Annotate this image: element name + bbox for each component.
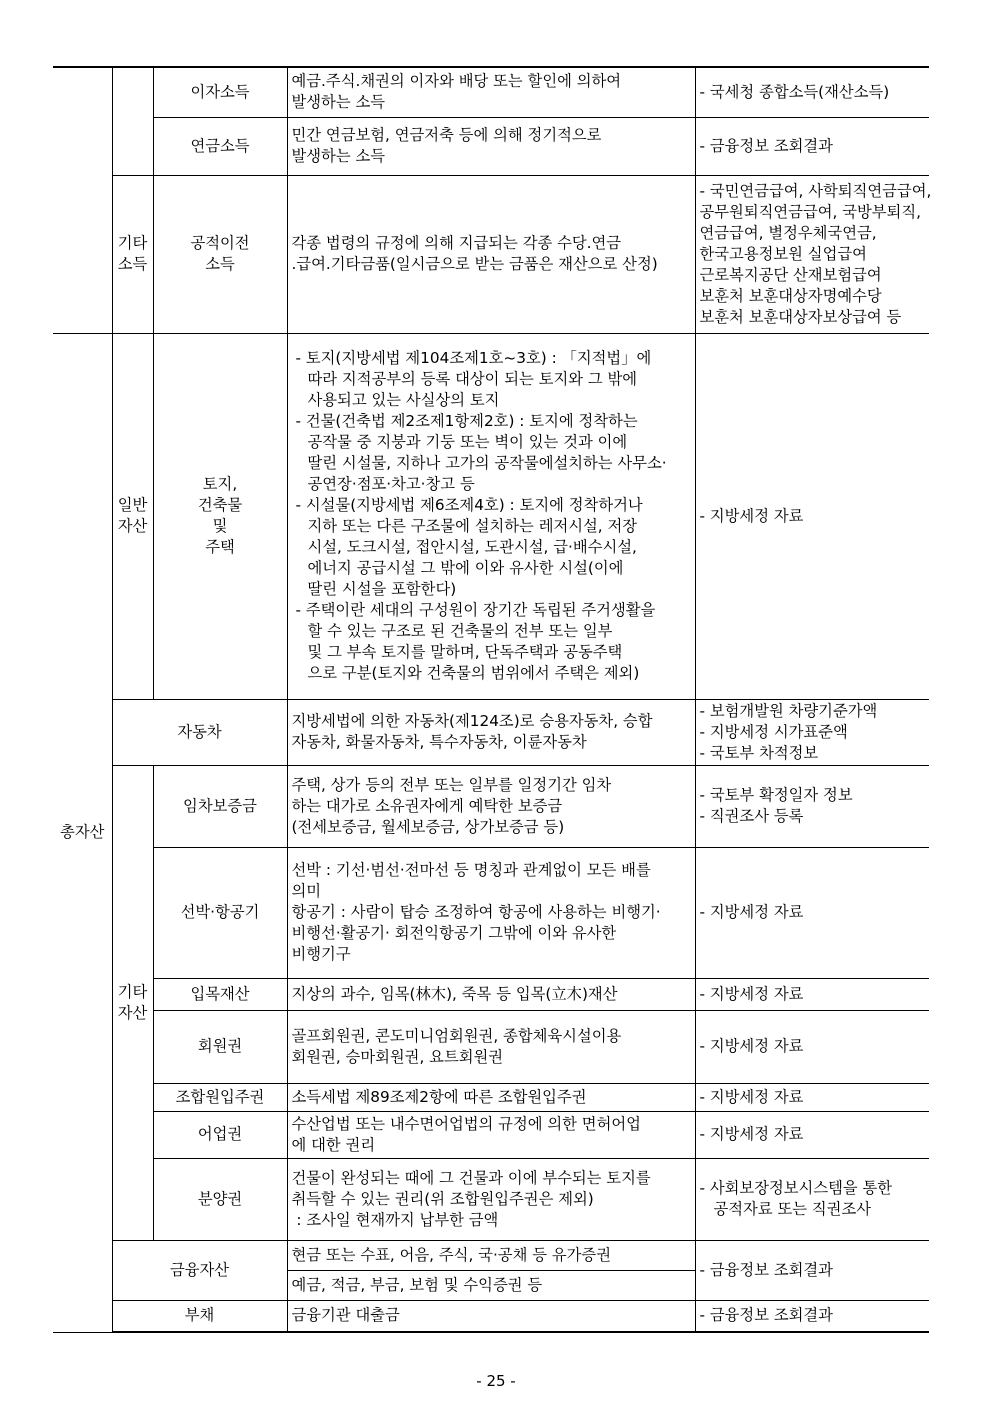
- row-label: 토지, 건축물 및 주택: [153, 333, 287, 699]
- row-label: 회원권: [153, 1010, 287, 1083]
- list-item: - 주택이란 세대의 구성원이 장기간 독립된 주거생활을 할 수 있는 구조로 된 건축물의 전부 또는 일부 및 그 부속 토지를 말하며, 단독주택과 공동주택 으로 구분(토지와 건축물의 범위에서 주택은 제외): [295, 601, 656, 682]
- row-interest-income: [53, 67, 929, 117]
- row-fishing-right: [53, 1111, 929, 1158]
- row-description: 지상의 과수, 임목(林木), 죽목 등 입목(立木)재산: [287, 978, 695, 1010]
- row-description: [287, 333, 695, 699]
- list-item: - 건물(건축법 제2조제1항제2호) : 토지에 정착하는 공작물 중 지붕과 기둥 또는 벽이 있는 것과 이에 딸린 시설물, 지하나 고가의 공작물에설치하는 사무소· 공연장·점포·차고·창고 등: [295, 412, 667, 493]
- row-description: 예금.주식.채권의 이자와 배당 또는 할인에 의하여 발생하는 소득: [287, 67, 695, 117]
- row-source: - 지방세정 자료: [695, 1083, 929, 1111]
- group-label: 기타 소득: [112, 175, 153, 333]
- row-label: 어업권: [153, 1111, 287, 1158]
- row-public-transfer-income: [53, 175, 929, 333]
- row-label: 연금소득: [153, 117, 287, 175]
- row-label: 이자소득: [153, 67, 287, 117]
- row-description: 주택, 상가 등의 전부 또는 일부를 일정기간 임차 하는 대가로 소유권자에게 예탁한 보증금 (전세보증금, 월세보증금, 상가보증금 등): [287, 765, 695, 847]
- row-source: - 지방세정 자료: [695, 333, 929, 699]
- row-source: - 지방세정 자료: [695, 978, 929, 1010]
- row-general-assets: [53, 333, 929, 699]
- row-description: 골프회원권, 콘도미니엄회원권, 종합체육시설이용 회원권, 승마회원권, 요트회원권: [287, 1010, 695, 1083]
- row-financial-assets: [53, 1240, 929, 1270]
- row-source: - 지방세정 자료: [695, 847, 929, 978]
- row-source: - 금융정보 조회결과: [695, 1300, 929, 1332]
- group-label: 기타 자산: [112, 765, 153, 1240]
- row-source: - 국토부 확정일자 정보 - 직권조사 등록: [695, 765, 929, 847]
- row-source: - 금융정보 조회결과: [695, 1240, 929, 1300]
- row-debt: [53, 1300, 929, 1332]
- row-description: 예금, 적금, 부금, 보험 및 수익증권 등: [287, 1270, 695, 1300]
- row-membership: [53, 1010, 929, 1083]
- row-timber: [53, 978, 929, 1010]
- row-source: - 국세청 종합소득(재산소득): [695, 67, 929, 117]
- page-number: - 25 -: [476, 1372, 516, 1390]
- row-label: 조합원입주권: [153, 1083, 287, 1111]
- row-lease-deposit: [53, 765, 929, 847]
- row-description: 현금 또는 수표, 어음, 주식, 국·공채 등 유가증권: [287, 1240, 695, 1270]
- total-assets-label: 총자산: [53, 333, 112, 1332]
- row-presale-right: [53, 1158, 929, 1240]
- row-vessel-aircraft: [53, 847, 929, 978]
- row-source: - 사회보장정보시스템을 통한 공적자료 또는 직권조사: [695, 1158, 929, 1240]
- group-label: 일반 자산: [112, 333, 153, 699]
- row-label: 입목재산: [153, 978, 287, 1010]
- row-description: 민간 연금보험, 연금저축 등에 의해 정기적으로 발생하는 소득: [287, 117, 695, 175]
- row-source: - 금융정보 조회결과: [695, 117, 929, 175]
- row-pension-income: [53, 117, 929, 175]
- row-label: 임차보증금: [153, 765, 287, 847]
- row-source: - 국민연금급여, 사학퇴직연금급여, 공무원퇴직연금급여, 국방부퇴직, 연금급여, 별정우체국연금, 한국고용정보원 실업급여 근로복지공단 산재보험급여 보훈처 보훈대상자명예수당 보훈처 보훈대상자보상급여 등: [695, 175, 929, 333]
- row-description: 소득세법 제89조제2항에 따른 조합원입주권: [287, 1083, 695, 1111]
- row-source: - 지방세정 자료: [695, 1010, 929, 1083]
- row-source: - 보험개발원 차량기준가액 - 지방세정 시가표준액 - 국토부 차적정보: [695, 699, 929, 765]
- asset-income-table: [53, 66, 932, 1333]
- row-source: - 지방세정 자료: [695, 1111, 929, 1158]
- row-car: [53, 699, 929, 765]
- row-description: 건물이 완성되는 때에 그 건물과 이에 부수되는 토지를 취득할 수 있는 권리(위 조합원입주권은 제외) : 조사일 현재까지 납부한 금액: [287, 1158, 695, 1240]
- row-label: 자동차: [112, 699, 287, 765]
- income-group-cell: [112, 67, 153, 175]
- list-item: - 토지(지방세법 제104조제1호~3호) : 「지적법」에 따라 지적공부의 등록 대상이 되는 토지와 그 밖에 사용되고 있는 사실상의 토지: [295, 349, 652, 409]
- row-description: 수산업법 또는 내수면어업법의 규정에 의한 면허어업 에 대한 권리: [287, 1111, 695, 1158]
- row-label: 금융자산: [112, 1240, 287, 1300]
- row-label: 분양권: [153, 1158, 287, 1240]
- row-label: 부채: [112, 1300, 287, 1332]
- row-description: 선박 : 기선·범선·전마선 등 명칭과 관계없이 모든 배를 의미 항공기 : 사람이 탑승 조정하여 항공에 사용하는 비행기· 비행선·활공기· 회전익항공기 그밖에 이와 유사한 비행기구: [287, 847, 695, 978]
- income-category-cell: [53, 67, 112, 333]
- row-description: 금융기관 대출금: [287, 1300, 695, 1332]
- row-label: 선박·항공기: [153, 847, 287, 978]
- row-union-membership: [53, 1083, 929, 1111]
- row-description: 각종 법령의 규정에 의해 지급되는 각종 수당.연금 .급여.기타금품(일시금으로 받는 금품은 재산으로 산정): [287, 175, 695, 333]
- row-description: 지방세법에 의한 자동차(제124조)로 승용자동차, 승합 자동차, 화물자동차, 특수자동차, 이륜자동차: [287, 699, 695, 765]
- row-label: 공적이전 소득: [153, 175, 287, 333]
- list-item: - 시설물(지방세법 제6조제4호) : 토지에 정착하거나 지하 또는 다른 구조물에 설치하는 레저시설, 저장 시설, 도크시설, 접안시설, 도관시설, 급·배수시설, 에너지 공급시설 그 밖에 이와 유사한 시설(이에 딸린 시설을 포함한다): [295, 496, 643, 598]
